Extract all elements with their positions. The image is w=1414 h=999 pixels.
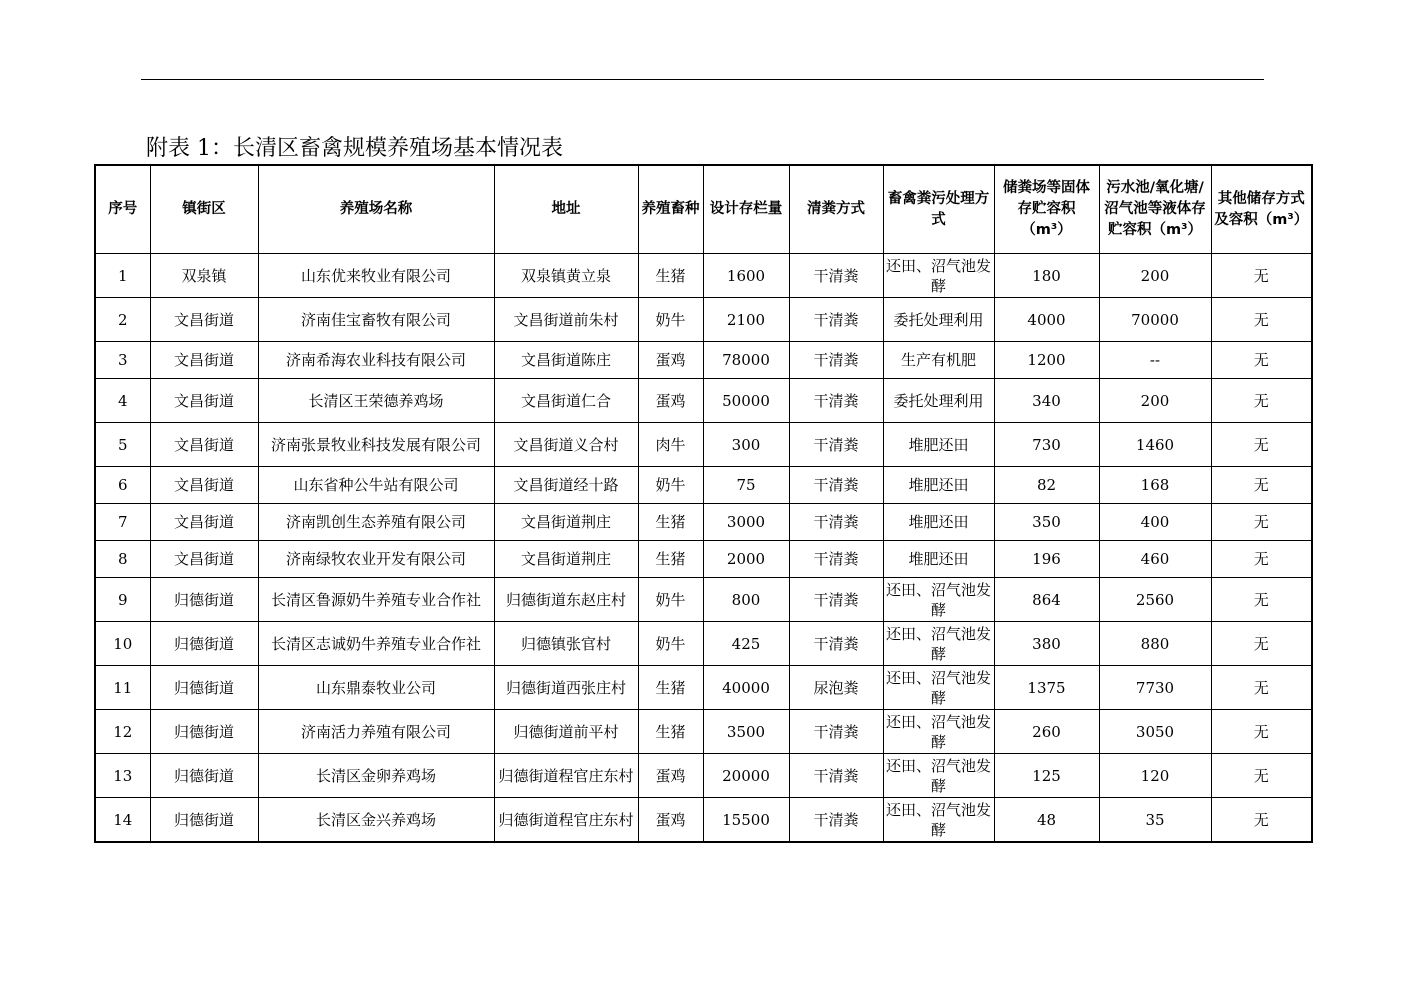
table-cell: 文昌街道荆庄 bbox=[494, 504, 638, 541]
table-cell: 1200 bbox=[994, 342, 1099, 379]
table-cell: 还田、沼气池发酵 bbox=[883, 666, 994, 710]
table-cell: 无 bbox=[1211, 298, 1312, 342]
header-cell: 污水池/氧化塘/沼气池等液体存贮容积（m³） bbox=[1099, 165, 1211, 254]
farm-table bbox=[94, 164, 1313, 843]
header-cell: 其他储存方式及容积（m³） bbox=[1211, 165, 1312, 254]
table-cell: 1600 bbox=[703, 254, 789, 298]
table-cell: 肉牛 bbox=[638, 423, 703, 467]
table-cell: 文昌街道 bbox=[150, 423, 258, 467]
table-cell: 864 bbox=[994, 578, 1099, 622]
table-cell: 生猪 bbox=[638, 541, 703, 578]
table-cell: 归德镇张官村 bbox=[494, 622, 638, 666]
table-cell: 2100 bbox=[703, 298, 789, 342]
table-cell: 还田、沼气池发酵 bbox=[883, 710, 994, 754]
table-cell: 文昌街道 bbox=[150, 541, 258, 578]
table-row bbox=[95, 666, 1312, 710]
table-cell: 180 bbox=[994, 254, 1099, 298]
table-cell: 3000 bbox=[703, 504, 789, 541]
table-cell: 尿泡粪 bbox=[789, 666, 883, 710]
table-cell: 82 bbox=[994, 467, 1099, 504]
table-cell: 50000 bbox=[703, 379, 789, 423]
table-cell: 无 bbox=[1211, 666, 1312, 710]
table-cell: 14 bbox=[95, 798, 150, 843]
table-cell: 干清粪 bbox=[789, 379, 883, 423]
table-cell: 干清粪 bbox=[789, 504, 883, 541]
table-caption: 附表 1：长清区畜禽规模养殖场基本情况表 bbox=[146, 136, 563, 161]
table-cell: 无 bbox=[1211, 578, 1312, 622]
table-row bbox=[95, 379, 1312, 423]
table-cell: 880 bbox=[1099, 622, 1211, 666]
table-cell: 3 bbox=[95, 342, 150, 379]
table-cell: 无 bbox=[1211, 254, 1312, 298]
table-cell: 济南活力养殖有限公司 bbox=[258, 710, 494, 754]
table-cell: 文昌街道荆庄 bbox=[494, 541, 638, 578]
table-cell: 125 bbox=[994, 754, 1099, 798]
table-cell: 无 bbox=[1211, 423, 1312, 467]
table-cell: 委托处理利用 bbox=[883, 379, 994, 423]
table-cell: 2 bbox=[95, 298, 150, 342]
table-cell: 文昌街道仁合 bbox=[494, 379, 638, 423]
table-cell: 4 bbox=[95, 379, 150, 423]
header-row bbox=[95, 165, 1312, 254]
table-cell: 奶牛 bbox=[638, 578, 703, 622]
table-cell: 78000 bbox=[703, 342, 789, 379]
table-cell: 堆肥还田 bbox=[883, 467, 994, 504]
table-cell: 380 bbox=[994, 622, 1099, 666]
table-cell: 干清粪 bbox=[789, 342, 883, 379]
table-cell: 文昌街道 bbox=[150, 342, 258, 379]
table-cell: 还田、沼气池发酵 bbox=[883, 754, 994, 798]
table-cell: 340 bbox=[994, 379, 1099, 423]
table-cell: 山东优来牧业有限公司 bbox=[258, 254, 494, 298]
table-cell: 长清区志诚奶牛养殖专业合作社 bbox=[258, 622, 494, 666]
table-cell: 9 bbox=[95, 578, 150, 622]
header-cell: 清粪方式 bbox=[789, 165, 883, 254]
table-cell: 3050 bbox=[1099, 710, 1211, 754]
table-cell: 生猪 bbox=[638, 666, 703, 710]
table-cell: 无 bbox=[1211, 467, 1312, 504]
table-cell: 长清区鲁源奶牛养殖专业合作社 bbox=[258, 578, 494, 622]
table-cell: 无 bbox=[1211, 754, 1312, 798]
table-cell: 蛋鸡 bbox=[638, 798, 703, 843]
table-cell: -- bbox=[1099, 342, 1211, 379]
table-cell: 无 bbox=[1211, 379, 1312, 423]
table-cell: 300 bbox=[703, 423, 789, 467]
table-row bbox=[95, 342, 1312, 379]
table-cell: 无 bbox=[1211, 710, 1312, 754]
table-cell: 长清区王荣德养鸡场 bbox=[258, 379, 494, 423]
table-cell: 无 bbox=[1211, 622, 1312, 666]
table-cell: 委托处理利用 bbox=[883, 298, 994, 342]
table-cell: 7 bbox=[95, 504, 150, 541]
header-cell: 序号 bbox=[95, 165, 150, 254]
table-cell: 干清粪 bbox=[789, 423, 883, 467]
table-row bbox=[95, 622, 1312, 666]
table-cell: 800 bbox=[703, 578, 789, 622]
table-cell: 12 bbox=[95, 710, 150, 754]
table-cell: 3500 bbox=[703, 710, 789, 754]
table-cell: 70000 bbox=[1099, 298, 1211, 342]
table-cell: 归德街道 bbox=[150, 578, 258, 622]
table-cell: 生猪 bbox=[638, 504, 703, 541]
table-cell: 干清粪 bbox=[789, 578, 883, 622]
table-row bbox=[95, 423, 1312, 467]
table-cell: 归德街道西张庄村 bbox=[494, 666, 638, 710]
table-cell: 文昌街道 bbox=[150, 379, 258, 423]
table-cell: 生猪 bbox=[638, 710, 703, 754]
header-cell: 设计存栏量 bbox=[703, 165, 789, 254]
table-cell: 75 bbox=[703, 467, 789, 504]
table-cell: 460 bbox=[1099, 541, 1211, 578]
table-row bbox=[95, 754, 1312, 798]
table-cell: 堆肥还田 bbox=[883, 541, 994, 578]
table-cell: 蛋鸡 bbox=[638, 754, 703, 798]
table-cell: 干清粪 bbox=[789, 467, 883, 504]
table-cell: 13 bbox=[95, 754, 150, 798]
table-cell: 1460 bbox=[1099, 423, 1211, 467]
table-cell: 济南张景牧业科技发展有限公司 bbox=[258, 423, 494, 467]
table-cell: 双泉镇 bbox=[150, 254, 258, 298]
table-cell: 文昌街道前朱村 bbox=[494, 298, 638, 342]
table-cell: 归德街道东赵庄村 bbox=[494, 578, 638, 622]
header-cell: 地址 bbox=[494, 165, 638, 254]
table-row bbox=[95, 798, 1312, 843]
table-cell: 归德街道 bbox=[150, 622, 258, 666]
table-row bbox=[95, 578, 1312, 622]
table-cell: 干清粪 bbox=[789, 798, 883, 843]
table-cell: 还田、沼气池发酵 bbox=[883, 622, 994, 666]
table-cell: 1375 bbox=[994, 666, 1099, 710]
table-cell: 文昌街道 bbox=[150, 298, 258, 342]
table-cell: 文昌街道 bbox=[150, 467, 258, 504]
table-cell: 196 bbox=[994, 541, 1099, 578]
table-cell: 1 bbox=[95, 254, 150, 298]
table-body bbox=[95, 254, 1312, 843]
table-cell: 11 bbox=[95, 666, 150, 710]
table-cell: 无 bbox=[1211, 541, 1312, 578]
table-cell: 文昌街道义合村 bbox=[494, 423, 638, 467]
table-cell: 长清区金兴养鸡场 bbox=[258, 798, 494, 843]
table-cell: 归德街道 bbox=[150, 754, 258, 798]
table-cell: 蛋鸡 bbox=[638, 379, 703, 423]
table-cell: 归德街道程官庄东村 bbox=[494, 754, 638, 798]
table-cell: 无 bbox=[1211, 798, 1312, 843]
table-cell: 15500 bbox=[703, 798, 789, 843]
table-cell: 260 bbox=[994, 710, 1099, 754]
table-cell: 200 bbox=[1099, 254, 1211, 298]
table-cell: 干清粪 bbox=[789, 254, 883, 298]
table-cell: 400 bbox=[1099, 504, 1211, 541]
table-row bbox=[95, 710, 1312, 754]
table-row bbox=[95, 541, 1312, 578]
table-cell: 文昌街道 bbox=[150, 504, 258, 541]
table-row bbox=[95, 504, 1312, 541]
table-cell: 济南希海农业科技有限公司 bbox=[258, 342, 494, 379]
table-cell: 生产有机肥 bbox=[883, 342, 994, 379]
table-cell: 2000 bbox=[703, 541, 789, 578]
table-cell: 归德街道程官庄东村 bbox=[494, 798, 638, 843]
table-cell: 还田、沼气池发酵 bbox=[883, 798, 994, 843]
table-cell: 归德街道 bbox=[150, 798, 258, 843]
table-cell: 无 bbox=[1211, 342, 1312, 379]
table-cell: 文昌街道陈庄 bbox=[494, 342, 638, 379]
header-rule bbox=[141, 79, 1264, 80]
table-cell: 10 bbox=[95, 622, 150, 666]
table-cell: 堆肥还田 bbox=[883, 423, 994, 467]
table-cell: 200 bbox=[1099, 379, 1211, 423]
table-cell: 文昌街道经十路 bbox=[494, 467, 638, 504]
table-cell: 730 bbox=[994, 423, 1099, 467]
table-cell: 350 bbox=[994, 504, 1099, 541]
table-cell: 奶牛 bbox=[638, 467, 703, 504]
table-cell: 济南绿牧农业开发有限公司 bbox=[258, 541, 494, 578]
table-cell: 40000 bbox=[703, 666, 789, 710]
table-row bbox=[95, 254, 1312, 298]
table-cell: 山东鼎泰牧业公司 bbox=[258, 666, 494, 710]
table-cell: 35 bbox=[1099, 798, 1211, 843]
table-cell: 4000 bbox=[994, 298, 1099, 342]
table-cell: 干清粪 bbox=[789, 622, 883, 666]
table-cell: 堆肥还田 bbox=[883, 504, 994, 541]
table-cell: 长清区金卵养鸡场 bbox=[258, 754, 494, 798]
table-cell: 120 bbox=[1099, 754, 1211, 798]
table-cell: 7730 bbox=[1099, 666, 1211, 710]
table-cell: 168 bbox=[1099, 467, 1211, 504]
table-cell: 无 bbox=[1211, 504, 1312, 541]
table-cell: 干清粪 bbox=[789, 754, 883, 798]
table-cell: 干清粪 bbox=[789, 710, 883, 754]
header-cell: 镇街区 bbox=[150, 165, 258, 254]
table-cell: 还田、沼气池发酵 bbox=[883, 254, 994, 298]
table-cell: 干清粪 bbox=[789, 298, 883, 342]
table-cell: 6 bbox=[95, 467, 150, 504]
table-cell: 山东省种公牛站有限公司 bbox=[258, 467, 494, 504]
table-cell: 干清粪 bbox=[789, 541, 883, 578]
table-cell: 生猪 bbox=[638, 254, 703, 298]
table-row bbox=[95, 467, 1312, 504]
table-cell: 奶牛 bbox=[638, 298, 703, 342]
table-cell: 济南佳宝畜牧有限公司 bbox=[258, 298, 494, 342]
table-cell: 425 bbox=[703, 622, 789, 666]
table-cell: 20000 bbox=[703, 754, 789, 798]
table-cell: 归德街道前平村 bbox=[494, 710, 638, 754]
header-cell: 畜禽粪污处理方式 bbox=[883, 165, 994, 254]
header-cell: 养殖畜种 bbox=[638, 165, 703, 254]
table-row bbox=[95, 298, 1312, 342]
table-cell: 5 bbox=[95, 423, 150, 467]
table-cell: 2560 bbox=[1099, 578, 1211, 622]
header-cell: 储粪场等固体存贮容积（m³） bbox=[994, 165, 1099, 254]
table-cell: 济南凯创生态养殖有限公司 bbox=[258, 504, 494, 541]
table-cell: 归德街道 bbox=[150, 666, 258, 710]
table-cell: 奶牛 bbox=[638, 622, 703, 666]
table-cell: 双泉镇黄立泉 bbox=[494, 254, 638, 298]
table-cell: 还田、沼气池发酵 bbox=[883, 578, 994, 622]
table-cell: 48 bbox=[994, 798, 1099, 843]
table-cell: 蛋鸡 bbox=[638, 342, 703, 379]
table-cell: 归德街道 bbox=[150, 710, 258, 754]
table-cell: 8 bbox=[95, 541, 150, 578]
header-cell: 养殖场名称 bbox=[258, 165, 494, 254]
